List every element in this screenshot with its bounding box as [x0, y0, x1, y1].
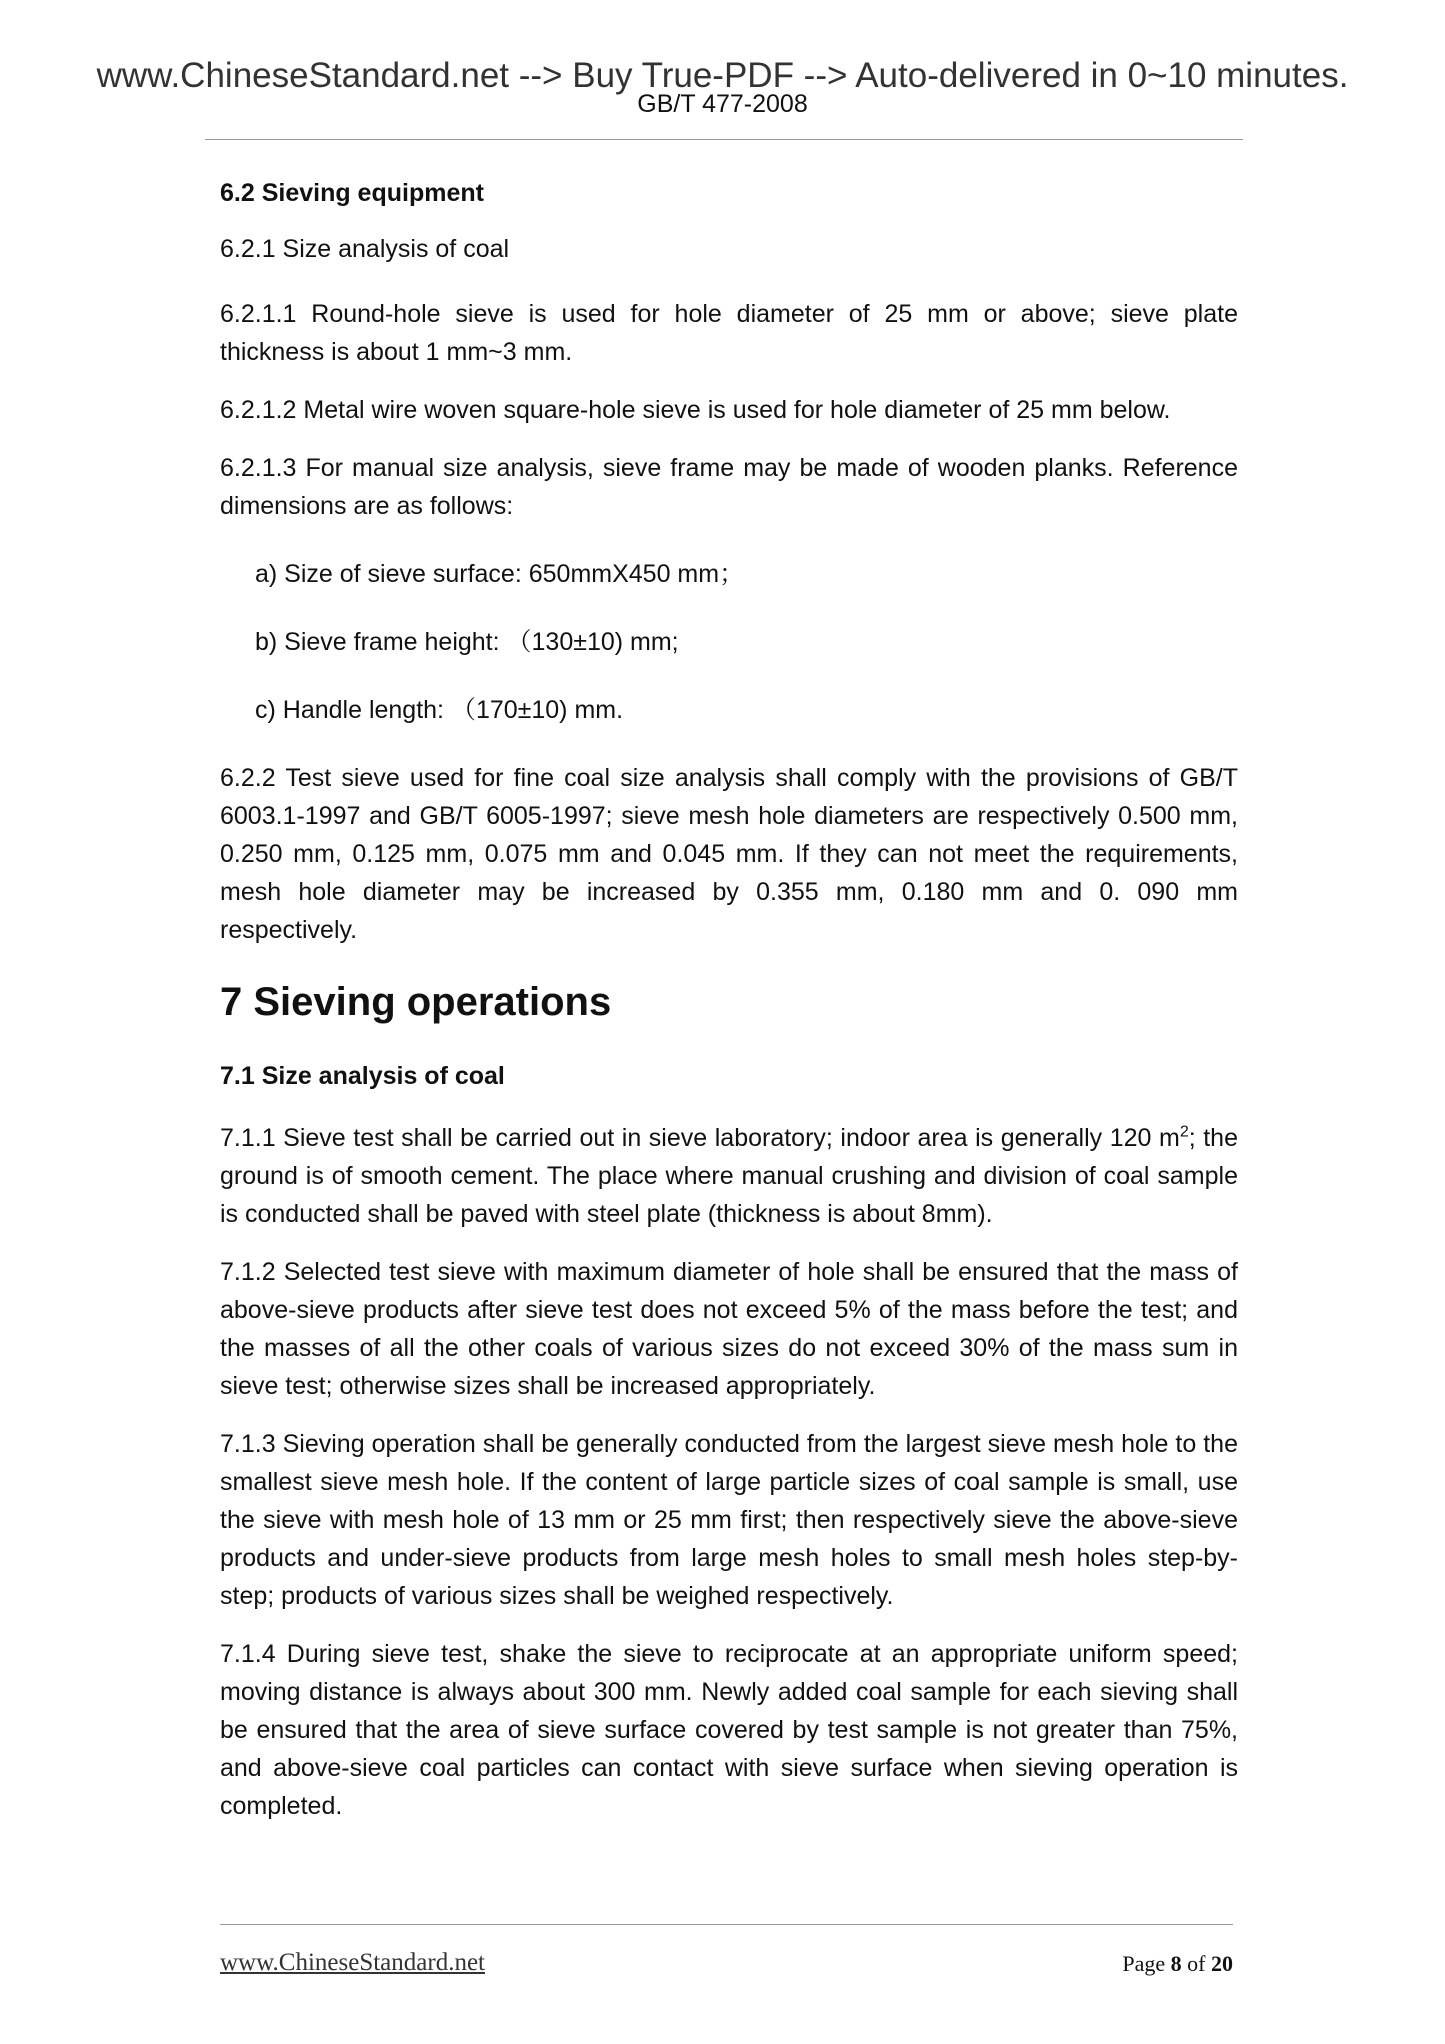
list-item-a: a) Size of sieve surface: 650mmX450 mm；	[255, 560, 745, 588]
clause-6-2-1-3: 6.2.1.3 For manual size analysis, sieve frame may be made of wooden planks. Reference dimensions are as follows:	[220, 454, 1238, 520]
header-banner: www.ChineseStandard.net --> Buy True-PDF --> Auto-delivered in 0~10 minutes.	[96, 56, 1349, 95]
page-of: of	[1187, 1951, 1206, 1976]
footer-divider	[220, 1924, 1233, 1925]
clause-7-1-1-text-cont: ; the ground is of smooth cement. The place where manual crushing and division of coal sample is conducted shall be paved with steel plate (thickness is about 8mm).	[220, 1124, 1238, 1228]
clause-6-2-2: 6.2.2 Test sieve used for fine coal size analysis shall comply with the provisions of GB/T 6003.1-1997 and GB/T 6005-1997; sieve mesh hole diameters are respectively 0.500 mm, 0.250 mm, 0.125 mm, 0.075 mm and 0.045 mm. If they can not meet the requirements, mesh hole diameter may be increased by 0.355 mm, 0.180 mm and 0. 090 mm respectively.	[220, 764, 1238, 944]
document-body	[220, 174, 1238, 1825]
clause-7-1-4: 7.1.4 During sieve test, shake the sieve to reciprocate at an appropriate uniform speed; moving distance is always about 300 mm. Newly added coal sample for each sieving shall be ensured that the area of sieve surface covered by test sample is not greater than 75%, and above-sieve coal particles can contact with sieve surface when sieving operation is completed.	[220, 1640, 1238, 1820]
superscript-2: 2	[1179, 1123, 1189, 1141]
page-total: 20	[1211, 1951, 1233, 1976]
clause-6-2-1-2: 6.2.1.2 Metal wire woven square-hole sieve is used for hole diameter of 25 mm below.	[220, 396, 1171, 424]
page-number	[1060, 1950, 1233, 1978]
clause-7-1-1	[220, 1119, 1238, 1233]
clause-7-1-2: 7.1.2 Selected test sieve with maximum diameter of hole shall be ensured that the mass of above-sieve products after sieve test does not exceed 5% of the mass before the test; and the masses of all the other coals of various sizes do not exceed 30% of the mass sum in sieve test; otherwise sizes shall be increased appropriately.	[220, 1258, 1238, 1400]
page-current: 8	[1170, 1951, 1182, 1976]
clause-6-2-1: 6.2.1 Size analysis of coal	[220, 235, 510, 263]
list-item-b: b) Sieve frame height: （130±10) mm;	[255, 628, 679, 656]
footer-website-link[interactable]: www.ChineseStandard.net	[220, 1949, 485, 1976]
clause-7-1-3: 7.1.3 Sieving operation shall be generally conducted from the largest sieve mesh hole to the smallest sieve mesh hole. If the content of large particle sizes of coal sample is small, use the sieve with mesh hole of 13 mm or 25 mm first; then respectively sieve the above-sieve products and under-sieve products from large mesh holes to small mesh holes step-by-step; products of various sizes shall be weighed respectively.	[220, 1430, 1238, 1610]
section-7-heading: 7 Sieving operations	[220, 980, 612, 1024]
header-divider	[205, 139, 1243, 140]
list-item-c: c) Handle length: （170±10) mm.	[255, 696, 624, 724]
section-6-2-heading: 6.2 Sieving equipment	[220, 179, 484, 207]
clause-7-1-1-text: 7.1.1 Sieve test shall be carried out in sieve laboratory; indoor area is generally 120 m	[220, 1124, 1180, 1152]
page-word: Page	[1122, 1951, 1166, 1976]
clause-6-2-1-1: 6.2.1.1 Round-hole sieve is used for hole diameter of 25 mm or above; sieve plate thickness is about 1 mm~3 mm.	[220, 300, 1238, 366]
document-code: GB/T 477-2008	[637, 90, 808, 118]
section-7-1-heading: 7.1 Size analysis of coal	[220, 1062, 505, 1090]
